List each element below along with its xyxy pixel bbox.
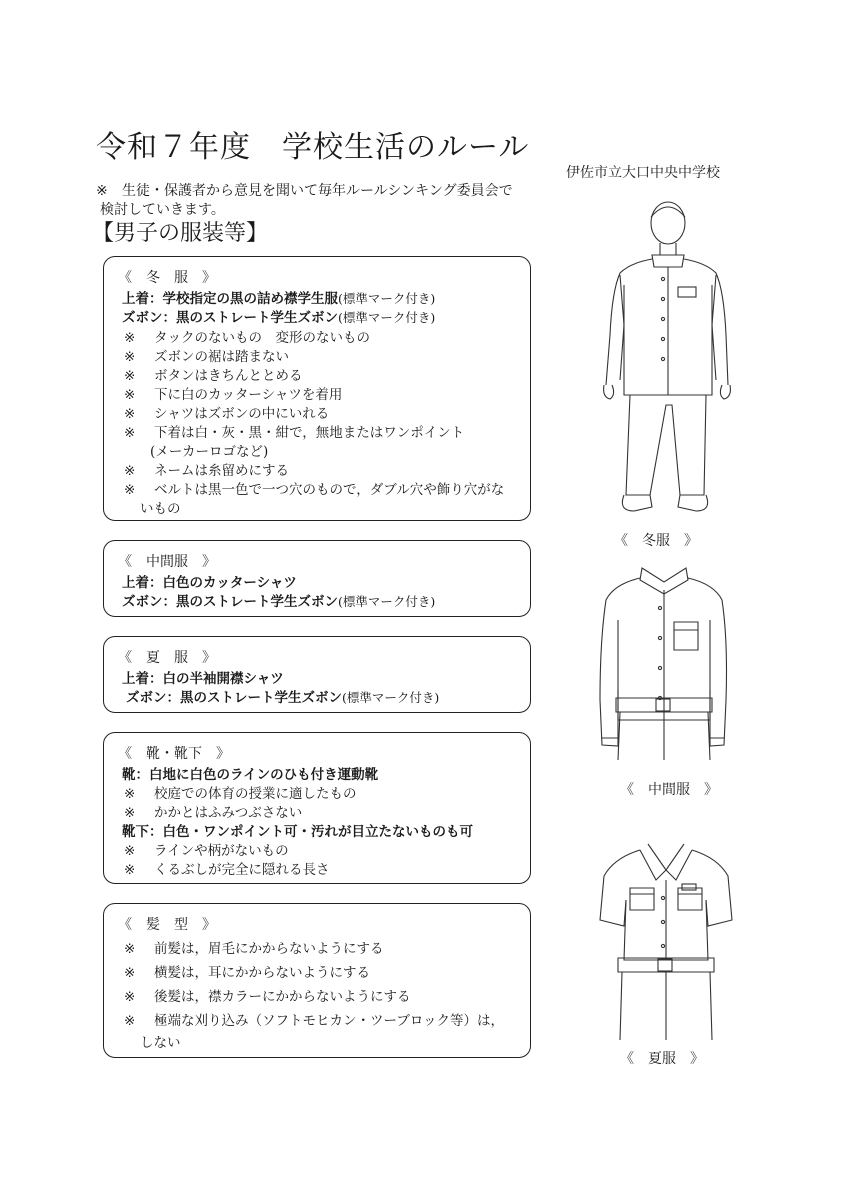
summer-box [103, 636, 531, 713]
winter-note: ※ ベルトは黒一色で一つ穴のもので，ダブル穴や飾り穴がな [124, 482, 505, 498]
mid-pants-value: 黒のストレート学生ズボン [176, 594, 338, 610]
mid-top-line [122, 571, 297, 591]
mid-pants-note: (標準マーク付き) [338, 594, 436, 609]
hair-box [103, 903, 531, 1058]
winter-note: ※ ネームは糸留めにする [124, 463, 289, 479]
hair-note: ※ 極端な刈り込み（ソフトモヒカン・ツーブロック等）は， [124, 1013, 505, 1029]
winter-top-value: 学校指定の黒の詰め襟学生服 [162, 291, 338, 307]
shoes-box [103, 732, 531, 884]
sock-line [122, 820, 473, 840]
winter-pants-note: (標準マーク付き) [338, 310, 436, 325]
winter-uniform-illustration [590, 195, 740, 525]
shoe-note: ※ 校庭での体育の授業に適したもの [124, 786, 357, 802]
sock-value: 白色・ワンポイント可・汚れが目立たないものも可 [162, 824, 473, 840]
winter-pants-value: 黒のストレート学生ズボン [176, 310, 338, 326]
sock-note: ※ くるぶしが完全に隠れる長さ [124, 862, 330, 878]
summer-top-label: 上着： [122, 671, 163, 687]
shoe-label: 靴： [122, 767, 149, 783]
winter-box [103, 256, 531, 521]
summer-title: 《 夏 服 》 [118, 650, 216, 666]
hair-note: ※ 後髪は，襟カラーにかからないようにする [124, 989, 411, 1005]
summer-top-line [122, 667, 284, 687]
winter-top-line [122, 287, 435, 307]
note-mark: ※ [96, 183, 108, 199]
mid-caption: 《 中間服 》 [620, 782, 718, 798]
winter-note: ※ 下に白のカッターシャツを着用 [124, 387, 343, 403]
winter-note-cont: いもの [140, 501, 181, 517]
winter-note: ※ 下着は白・灰・黒・紺で，無地またはワンポイント [124, 425, 465, 441]
summer-uniform-illustration [596, 840, 736, 1045]
school-name: 伊佐市立大口中央中学校 [566, 165, 720, 181]
mid-pants-line [122, 590, 435, 610]
summer-caption: 《 夏服 》 [620, 1051, 704, 1067]
shoe-value: 白地に白色のラインのひも付き運動靴 [149, 767, 379, 783]
sock-label: 靴下： [122, 824, 163, 840]
summer-pants-line [126, 686, 439, 706]
winter-note: ※ シャツはズボンの中にいれる [124, 406, 330, 422]
page-title: 令和７年度 学校生活のルール [96, 130, 530, 165]
winter-top-note: (標準マーク付き) [338, 291, 436, 306]
winter-pants-line [122, 306, 435, 326]
intro-line-2: 検討していきます。 [100, 202, 225, 218]
summer-pants-note: (標準マーク付き) [342, 690, 440, 705]
winter-note: ※ タックのないもの 変形のないもの [124, 330, 370, 346]
mid-pants-label: ズボン： [122, 594, 176, 610]
mid-uniform-illustration [592, 560, 737, 770]
shoes-title: 《 靴・靴下 》 [118, 746, 230, 762]
winter-title: 《 冬 服 》 [118, 270, 216, 286]
mid-title: 《 中間服 》 [118, 554, 216, 570]
winter-note: ※ ボタンはきちんととめる [124, 368, 303, 384]
summer-pants-value: 黒のストレート学生ズボン [180, 690, 342, 706]
summer-pants-label: ズボン： [126, 690, 180, 706]
winter-caption: 《 冬服 》 [614, 533, 698, 549]
hair-note: ※ 横髪は，耳にかからないようにする [124, 965, 370, 981]
winter-pants-label: ズボン： [122, 310, 176, 326]
summer-top-value: 白の半袖開襟シャツ [162, 671, 284, 687]
mid-box [103, 540, 531, 617]
intro-note [96, 182, 536, 220]
shoe-note: ※ かかとはふみつぶさない [124, 805, 303, 821]
shoe-line [122, 763, 378, 783]
hair-note-cont: しない [140, 1035, 181, 1051]
section-heading: 【男子の服装等】 [92, 221, 269, 246]
intro-line-1: 生徒・保護者から意見を聞いて毎年ルールシンキング委員会で [122, 183, 513, 199]
winter-note-cont: (メーカーロゴなど) [150, 444, 269, 460]
winter-note: ※ ズボンの裾は踏まない [124, 349, 289, 365]
winter-top-label: 上着： [122, 291, 163, 307]
hair-title: 《 髪 型 》 [118, 917, 216, 933]
mid-top-value: 白色のカッターシャツ [162, 575, 297, 591]
mid-top-label: 上着： [122, 575, 163, 591]
sock-note: ※ ラインや柄がないもの [124, 843, 289, 859]
hair-note: ※ 前髪は，眉毛にかからないようにする [124, 941, 384, 957]
